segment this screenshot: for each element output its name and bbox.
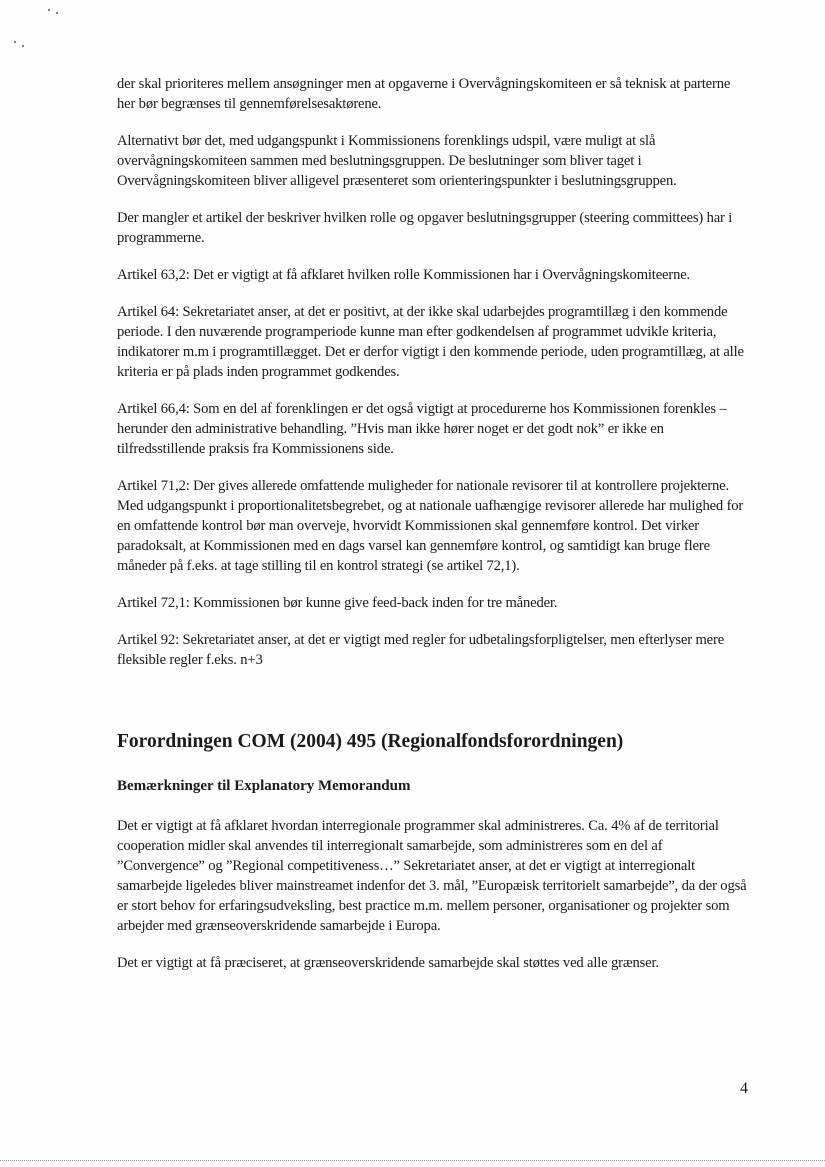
scan-speck <box>48 9 50 11</box>
paragraph-artikel-66-4: Artikel 66,4: Som en del af forenklingen er det også vigtigt at procedurerne hos Kommissionen forenkles – herunder den administrative behandling. ”Hvis man ikke hører noget er det godt nok” er ikke en tilfredsstillende praksis fra Kommissionens side. <box>117 401 727 457</box>
scan-bottom-edge <box>0 1160 825 1162</box>
scan-speck <box>56 12 58 14</box>
page-number: 4 <box>740 1080 748 1097</box>
paragraph-3: Der mangler et artikel der beskriver hvilken rolle og opgaver beslutningsgrupper (steering committees) har i programmerne. <box>117 210 733 246</box>
paragraph-artikel-92: Artikel 92: Sekretariatet anser, at det er vigtigt med regler for udbetalingsforpligtelser, men efterlyser mere fleksible regler f.eks. n+3 <box>117 632 725 668</box>
document-body <box>117 74 747 990</box>
sub-heading: Bemærkninger til Explanatory Memorandum <box>117 778 411 794</box>
paragraph-artikel-64: Artikel 64: Sekretariatet anser, at det er positivt, at der ikke skal udarbejdes programtillæg i den kommende periode. I den nuværende programperiode kunne man efter godkendelsen af programmet udvikle kriteria, indikatorer m.m i programtillægget. Det er derfor vigtigt i den kommende periode, uden programtillæg, at alle kriteria er på plads inden programmet godkendes. <box>117 304 744 380</box>
paragraph-2: Alternativt bør det, med udgangspunkt i Kommissionens forenklings udspil, være muligt at slå overvågningskomiteen sammen med beslutningsgruppen. De beslutninger som bliver taget i Overvågningskomiteen bliver alligevel præsenteret som orienteringspunkter i beslutningsgruppen. <box>117 133 677 189</box>
paragraph-artikel-63-2: Artikel 63,2: Det er vigtigt at få afklaret hvilken rolle Kommissionen har i Overvågningskomiteerne. <box>117 267 691 283</box>
paragraph-1: der skal prioriteres mellem ansøgninger men at opgaverne i Overvågningskomiteen er så teknisk at parterne her bør begrænses til gennemførelsesaktørene. <box>117 76 731 112</box>
paragraph-artikel-72-1: Artikel 72,1: Kommissionen bør kunne give feed-back inden for tre måneder. <box>117 595 558 611</box>
section-heading: Forordningen COM (2004) 495 (Regionalfondsforordningen) <box>117 731 624 752</box>
paragraph-artikel-71-2: Artikel 71,2: Der gives allerede omfattende muligheder for nationale revisorer til at kontrollere projekterne. Med udgangspunkt i proportionalitetsbegrebet, og at nationale uafhængige revisorer allerede har mulighed for en omfattende kontrol bør man overveje, hvorvidt Kommissionen skal gennemføre kontrol. Det virker paradoksalt, at Kommissionen med en dags varsel kan gennemføre kontrol, og samtidigt kan bruge flere måneder på f.eks. at tage stilling til en kontrol strategi (se artikel 72,1). <box>117 478 744 574</box>
scan-speck <box>14 41 16 43</box>
paragraph-border-cooperation: Det er vigtigt at få præciseret, at grænseoverskridende samarbejde skal støttes ved alle grænser. <box>117 955 659 971</box>
paragraph-interregional: Det er vigtigt at få afklaret hvordan interregionale programmer skal administreres. Ca. 4% af de territorial cooperation midler skal anvendes til interregionalt samarbejde, som administreres som en del af ”Convergence” og ”Regional competitiveness…” Sekretariatet anser, at det er vigtigt at interregionalt samarbejde ligeledes bliver mainstreamet indenfor det 3. mål, ”Europæisk territorielt samarbejde”, da der også er stort behov for erfaringsudveksling, best practice m.m. mellem personer, organisationer og projekter som arbejder med grænseoverskridende samarbejde i Europa. <box>117 818 747 934</box>
scan-speck <box>22 45 24 47</box>
